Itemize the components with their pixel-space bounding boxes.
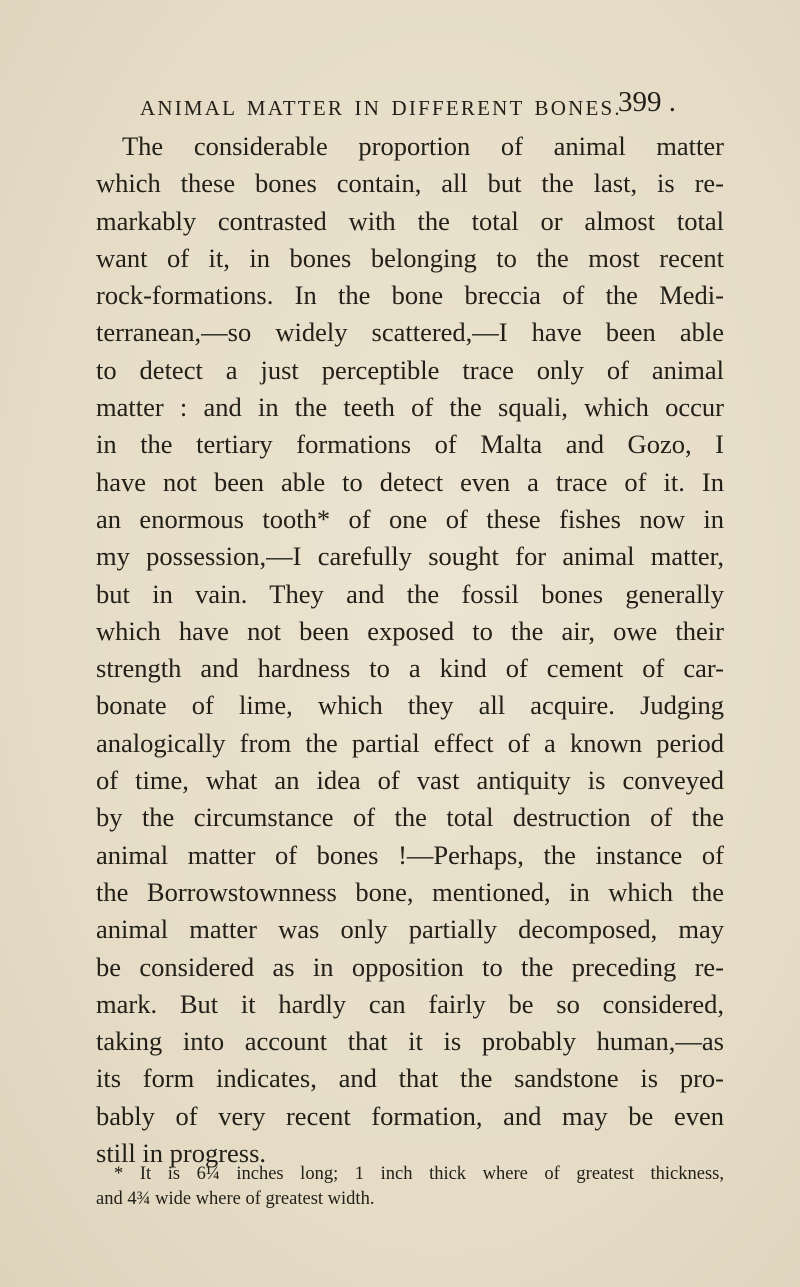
- text-line: the Borrowstownness bone, mentioned, in which the: [96, 876, 724, 907]
- text-line: bonate of lime, which they all acquire. Judging: [96, 690, 724, 721]
- text-line: by the circumstance of the total destruction of the: [96, 802, 724, 833]
- text-line: still in progress.: [96, 1138, 267, 1169]
- text-line: be considered as in opposition to the preceding re-: [96, 951, 724, 982]
- text-line: taking into account that it is probably human,—as: [96, 1026, 724, 1057]
- text-line: bably of very recent formation, and may be even: [96, 1100, 724, 1131]
- text-line: in the tertiary formations of Malta and Gozo, I: [96, 429, 724, 460]
- text-line: terranean,—so widely scattered,—I have been able: [96, 317, 724, 348]
- body-paragraph: [96, 128, 724, 1172]
- text-line: rock-formations. In the bone breccia of the Medi-: [96, 280, 724, 311]
- text-line: of time, what an idea of vast antiquity is conveyed: [96, 765, 724, 796]
- text-line: animal matter was only partially decomposed, may: [96, 914, 724, 945]
- text-line: want of it, in bones belonging to the most recent: [96, 242, 724, 273]
- text-line: but in vain. They and the fossil bones generally: [96, 578, 724, 609]
- text-line: animal matter of bones !—Perhaps, the instance of: [96, 839, 724, 870]
- text-line: The considerable proportion of animal matter: [122, 131, 724, 161]
- text-line: analogically from the partial effect of a known period: [96, 727, 724, 758]
- text-line: its form indicates, and that the sandstone is pro-: [96, 1063, 724, 1094]
- text-line: strength and hardness to a kind of cement of car-: [96, 653, 724, 684]
- text-line: markably contrasted with the total or almost total: [96, 205, 724, 236]
- text-line: matter : and in the teeth of the squali, which occur: [96, 392, 724, 423]
- text-line: which these bones contain, all but the last, is re-: [96, 168, 724, 199]
- footnote-line: and 4¾ wide where of greatest width.: [96, 1189, 375, 1209]
- footnote: [96, 1162, 724, 1212]
- running-head: ANIMAL MATTER IN DIFFERENT BONES.: [140, 96, 622, 120]
- text-line: have not been able to detect even a trace of it. In: [96, 466, 724, 497]
- footnote-line: * It is 6¼ inches long; 1 inch thick where of greatest thickness,: [114, 1164, 724, 1184]
- page-number: 399 .: [618, 86, 676, 118]
- text-line: to detect a just perceptible trace only of animal: [96, 354, 724, 385]
- text-line: mark. But it hardly can fairly be so considered,: [96, 988, 724, 1019]
- text-line: my possession,—I carefully sought for animal matter,: [96, 541, 724, 572]
- text-line: an enormous tooth* of one of these fishes now in: [96, 503, 724, 534]
- text-line: which have not been exposed to the air, owe their: [96, 615, 724, 646]
